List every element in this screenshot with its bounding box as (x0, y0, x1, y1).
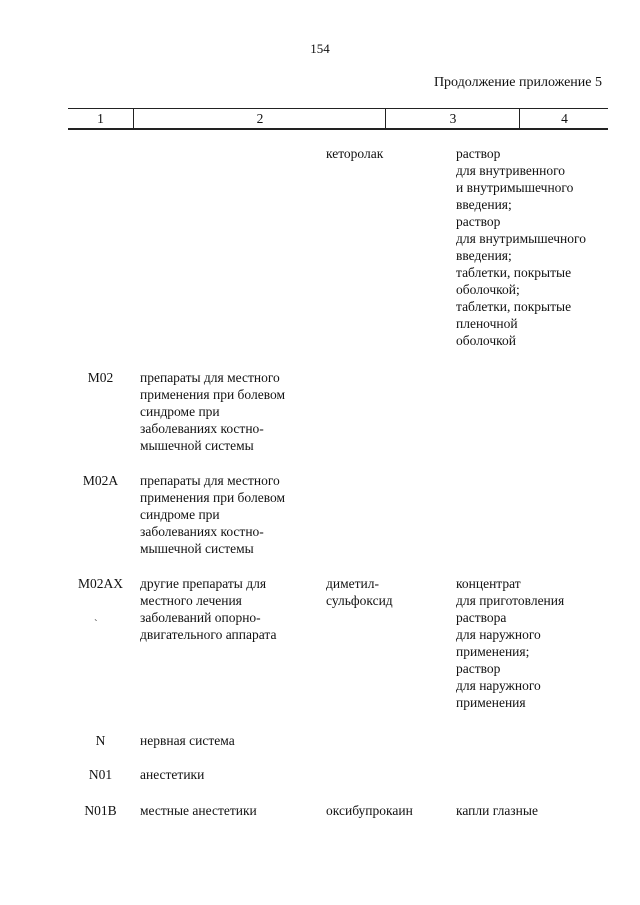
cell-code: M02 (87, 370, 114, 385)
cell-name: местные анестетики (140, 803, 257, 818)
column-header-4: 4 (519, 109, 609, 128)
cell-form: раствор для внутривенного и внутримышечного введения; раствор для внутримышечного введения; таблетки, покрытые оболочкой; таблетки, покрытые пленочной оболочкой (456, 146, 586, 348)
stray-mark: ` (94, 618, 98, 630)
column-header-1: 1 (97, 111, 104, 126)
cell-name: нервная система (140, 733, 235, 748)
cell-drug: диметил- сульфоксид (326, 576, 393, 608)
column-header-3: 3 (385, 109, 520, 128)
cell-drug: кеторолак (326, 146, 384, 161)
cell-code: N (95, 733, 106, 748)
column-header-2: 2 (133, 109, 386, 128)
cell-code: M02A (82, 473, 119, 488)
cell-form: капли глазные (456, 803, 538, 818)
cell-code: N01 (88, 767, 113, 782)
cell-code: N01B (84, 803, 117, 818)
table-header (68, 108, 608, 130)
cell-name: анестетики (140, 767, 205, 782)
cell-code: M02AX (77, 576, 123, 591)
cell-name: препараты для местного применения при болевом синдроме при заболеваниях костно- мышечной системы (140, 370, 286, 453)
continuation-label: Продолжение приложение 5 (433, 75, 602, 90)
cell-name: другие препараты для местного лечения заболеваний опорно- двигательного аппарата (140, 576, 277, 642)
cell-name: препараты для местного применения при болевом синдроме при заболеваниях костно- мышечной системы (140, 473, 286, 556)
page-number: 154 (310, 41, 330, 56)
cell-drug: оксибупрокаин (326, 803, 413, 818)
cell-form: концентрат для приготовления раствора для наружного применения; раствор для наружного применения (456, 576, 565, 710)
